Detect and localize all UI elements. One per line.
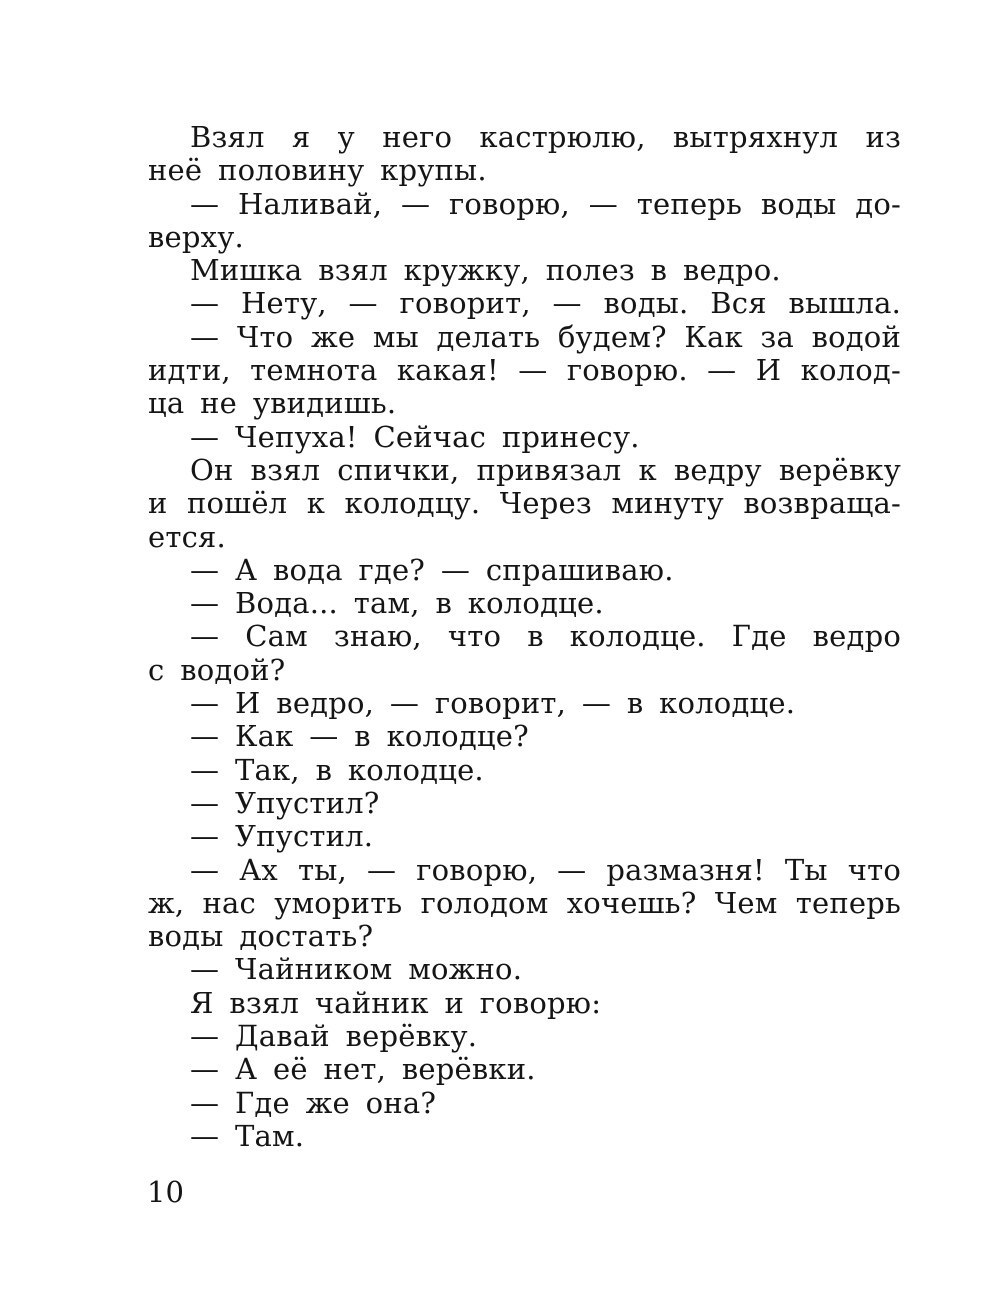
text-line: — А вода где? — спрашиваю.: [190, 552, 674, 587]
text-line: — Сам знаю, что в колодце. Где ведро: [190, 619, 901, 654]
text-line: ется.: [148, 519, 226, 554]
text-line: — А её нет, верёвки.: [190, 1052, 536, 1087]
text-line: — Где же она?: [190, 1085, 437, 1120]
text-line: — Что же мы делать будем? Как за водой: [190, 319, 901, 354]
text-line: с водой?: [148, 652, 286, 687]
text-line: — Ах ты, — говорю, — размазня! Ты что: [190, 852, 901, 887]
text-line: — Чайником можно.: [190, 952, 523, 987]
text-block: [148, 121, 901, 1153]
text-line: ца не увидишь.: [148, 386, 397, 421]
text-line: верху.: [148, 219, 244, 254]
page-number: 10: [147, 1175, 184, 1209]
text-line: идти, темнота какая! — говорю. — И колод-: [148, 353, 901, 388]
text-line: — И ведро, — говорит, — в колодце.: [190, 686, 796, 721]
text-line: Я взял чайник и говорю:: [190, 985, 602, 1020]
text-line: — Как — в колодце?: [190, 719, 529, 754]
text-line: ж, нас уморить голодом хочешь? Чем теперь: [148, 885, 901, 920]
text-line: Он взял спички, привязал к ведру верёвку: [190, 452, 901, 487]
text-line: — Там.: [190, 1118, 305, 1153]
text-line: — Давай верёвку.: [190, 1019, 478, 1054]
text-line: и пошёл к колодцу. Через минуту возвраща-: [148, 486, 901, 521]
text-line: — Так, в колодце.: [190, 752, 484, 787]
text-line: неё половину крупы.: [148, 153, 487, 188]
text-line: Мишка взял кружку, полез в ведро.: [190, 253, 781, 288]
text-line: воды достать?: [148, 919, 374, 954]
text-line: — Упустил?: [190, 785, 380, 820]
text-line: — Чепуха! Сейчас принесу.: [190, 419, 640, 454]
text-line: — Наливай, — говорю, — теперь воды до-: [190, 186, 901, 221]
text-line: — Упустил.: [190, 819, 374, 854]
text-line: — Нету, — говорит, — воды. Вся вышла.: [190, 286, 901, 321]
text-line: — Вода... там, в колодце.: [190, 586, 604, 621]
text-line: Взял я у него кастрюлю, вытряхнул из: [190, 120, 901, 154]
